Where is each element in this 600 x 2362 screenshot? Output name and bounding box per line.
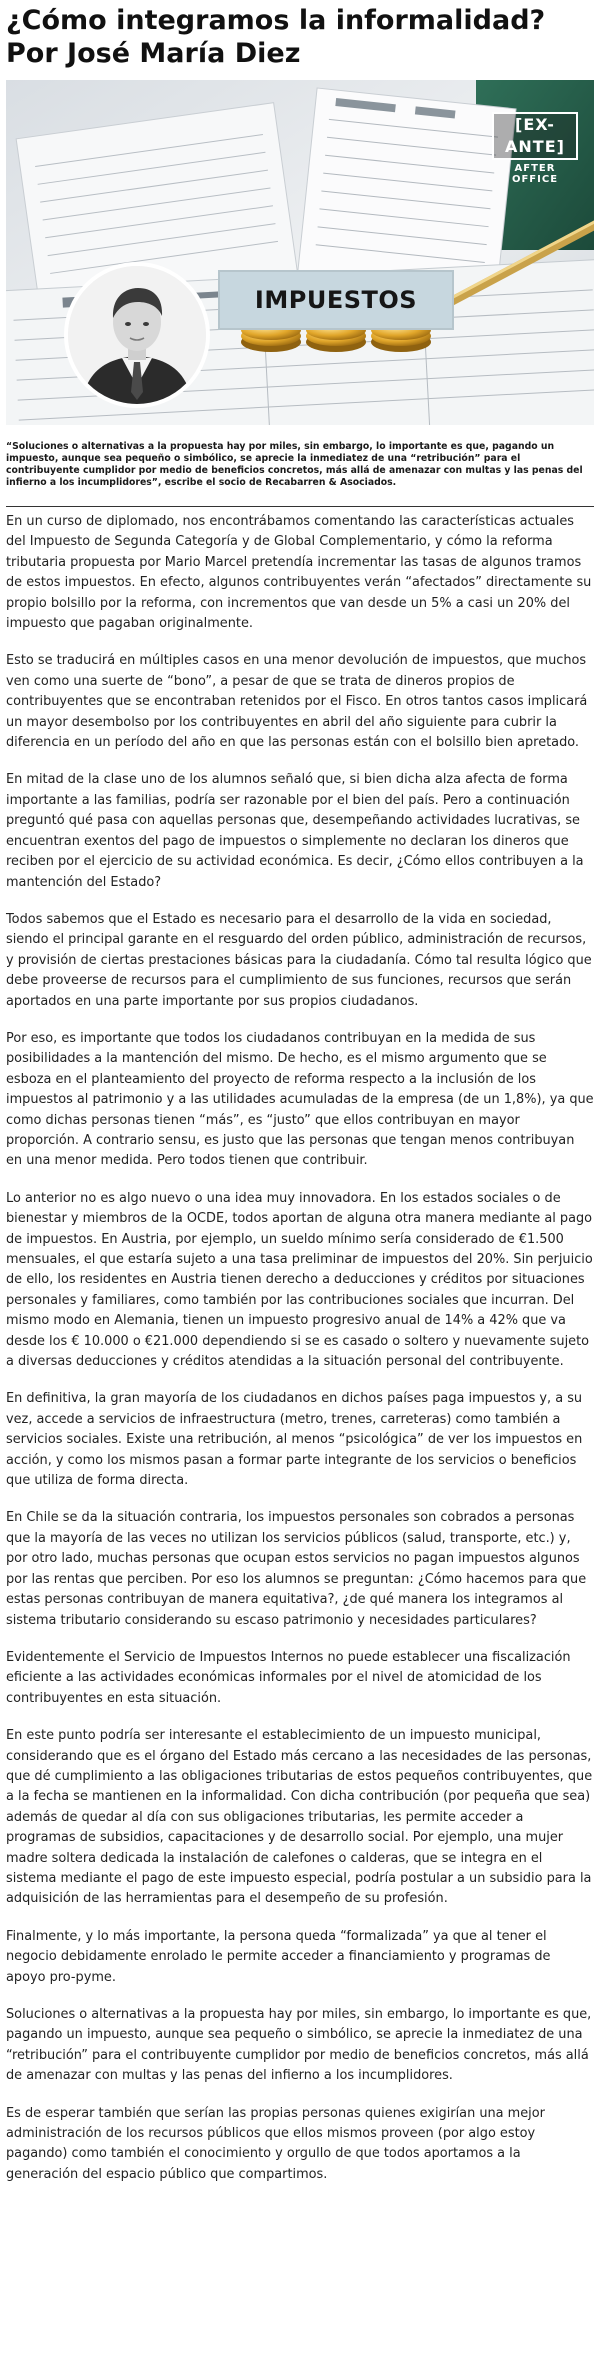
brand-logo-main: [EX-ANTE] [492, 112, 578, 160]
article-paragraph: Lo anterior no es algo nuevo o una idea muy innovadora. En los estados sociales o de bienestar y miembros de la OCDE, todos aportan de alguna otra manera mediante al pago de impuestos. En Austria, por ejemplo, un sueldo mínimo sería considerado de €1.500 mensuales, el que estaría sujeto a una tasa preliminar de impuestos del 20%. Sin perjuicio de ello, los residentes en Austria tienen derecho a deducciones y créditos por situaciones personales y familiares, como también por las contribuciones sociales que incurran. Del mismo modo en Alemania, tienen un impuesto progresivo anual de 14% a 42% que va desde los € 10.000 o €21.000 dependiendo si se es casado o soltero y nuevamente sujeto a diversas deducciones y créditos atendidas a la situación personal del contribuyente. [6, 1190, 593, 1370]
article-paragraph: En este punto podría ser interesante el establecimiento de un impuesto municipal, considerando que es el órgano del Estado más cercano a las necesidades de las personas, que dé cumplimiento a las obligaciones tributarias de estos pequeños contribuyentes, que a la fecha se mantienen en la informalidad. Con dicha contribución (por pequeña que sea) además de quedar al día con sus obligaciones tributarias, les permite acceder a programas de subsidios, capacitaciones y de desarrollo social. Por ejemplo, una mujer madre soltera dedicada la instalación de calefones o calderas, que se integra en el sistema mediante el pago de este impuesto especial, podría postular a un subsidio para la adquisición de las herramientas para el desempeño de su profesión. [6, 1728, 593, 1907]
article-paragraph: Soluciones o alternativas a la propuesta hay por miles, sin embargo, lo importante es que, pagando un impuesto, aunque sea pequeño o simbólico, se aprecie la inmediatez de una “retribución” para el contribuyente cumplidor por medio de beneficios concretos, más allá de amenazar con multas y las penas del infierno a los incumplidores. [6, 2007, 592, 2084]
impuestos-label: IMPUESTOS [218, 270, 454, 330]
article-paragraph: Todos sabemos que el Estado es necesario para el desarrollo de la vida en sociedad, siendo el principal garante en el resguardo del orden público, administración de recursos, y provisión de ciertas prestaciones básicas para la ciudadanía. Cómo tal resulta lógico que debe proveerse de recursos para el cumplimiento de sus funciones, recursos que serán aportados en una parte importante por sus propios ciudadanos. [6, 911, 592, 1009]
article-paragraph: Evidentemente el Servicio de Impuestos Internos no puede establecer una fiscalización eficiente a las actividades económicas informales por el nivel de atomicidad de los contribuyentes en esta situación. [6, 1649, 571, 1706]
article-lead: “Soluciones o alternativas a la propuesta hay por miles, sin embargo, lo importante es que, pagando un impuesto, aunque sea pequeño o simbólico, se aprecie la inmediatez de una “retribución” para el contribuyente cumplidor por medio de beneficios concretos, más allá de amenazar con multas y las penas del infierno a los incumplidores”, escribe el socio de Recabarren & Asociados. [6, 441, 594, 507]
article-paragraph: En Chile se da la situación contraria, los impuestos personales son cobrados a personas que la mayoría de las veces no utilizan los servicios públicos (salud, transporte, etc.) y, por otro lado, muchas personas que ocupan estos servicios no pagan impuestos algunos por las rentas que perciben. Por eso los alumnos se preguntan: ¿Cómo hacemos para que estas personas contribuyan de manera equitativa?, ¿de qué manera los integramos al sistema tributario considerando su escaso patrimonio y necesidades particulares? [6, 1510, 587, 1628]
article-paragraph: Por eso, es importante que todos los ciudadanos contribuyan en la medida de sus posibilidades a la mantención del mismo. De hecho, es el mismo argumento que se esboza en el planteamiento del proyecto de reforma respecto a la inclusión de los impuestos al patrimonio y a las utilidades acumuladas de la empresa (de un 1,8%), ya que como dichas personas tienen “más”, es “justo” que ellos contribuyan en mayor proporción. A contrario sensu, es justo que las personas que tengan menos contribuyan en una menor medida. Pero todos tienen que contribuir. [6, 1030, 594, 1169]
article-paragraph: Esto se traducirá en múltiples casos en una menor devolución de impuestos, que muchos ven como una suerte de “bono”, a pesar de que se trata de dineros propios de contribuyentes que se encontraban retenidos por el Fisco. En otros tantos casos implicará un mayor desembolso por los contribuyentes en abril del año siguiente para cubrir la diferencia en un período del año en que las personas están con el bolsillo bien apretado. [6, 653, 588, 751]
article-body [0, 507, 600, 2185]
person-portrait-icon [68, 266, 206, 404]
hero-image [6, 80, 594, 425]
article-paragraph: En un curso de diplomado, nos encontrábamos comentando las características actuales del Impuesto de Segunda Categoría y de Global Complementario, y cómo la reforma tributaria propuesta por Mario Marcel pretendía incrementar las tasas de algunos tramos de estos impuestos. En efecto, algunos contribuyentes verán “afectados” directamente su propio bolsillo por la reforma, con incrementos que van desde un 5% a casi un 20% del impuesto que pagaban originalmente. [6, 514, 592, 632]
article-paragraph: Finalmente, y lo más importante, la persona queda “formalizada” ya que al tener el negocio debidamente enrolado le permite acceder a financiamiento y programas de apoyo pro-pyme. [6, 1928, 551, 1985]
article-paragraph: Es de esperar también que serían las propias personas quienes exigirían una mejor administración de los recursos públicos que ellos mismos proveen (por algo estoy pagando) como también el conocimiento y orgullo de que todos aportamos a la generación del espacio público que compartimos. [6, 2105, 545, 2182]
brand-logo-sub: AFTER OFFICE [511, 163, 559, 185]
article-paragraph: En mitad de la clase uno de los alumnos señaló que, si bien dicha alza afecta de forma importante a las familias, podría ser razonable por el bien del país. Pero a continuación preguntó qué pasa con aquellas personas que, desempeñando actividades lucrativas, se encuentran exentos del pago de impuestos o simplemente no declaran los dineros que reciben por el ejercicio de su actividad económica. Es decir, ¿Cómo ellos contribuyen a la mantención del Estado? [6, 772, 584, 890]
article-title: ¿Cómo integramos la informalidad? Por José María Diez [6, 5, 546, 69]
author-avatar [64, 262, 210, 408]
article-paragraph: En definitiva, la gran mayoría de los ciudadanos en dichos países paga impuestos y, a su vez, accede a servicios de infraestructura (metro, trenes, carreteras) como también a servicios sociales. Existe una retribución, al menos “psicológica” de ver los impuestos en acción, y como los mismos pasan a formar parte integrante de los servicios o beneficios que utiliza de forma directa. [6, 1391, 583, 1489]
brand-logo [492, 112, 578, 185]
